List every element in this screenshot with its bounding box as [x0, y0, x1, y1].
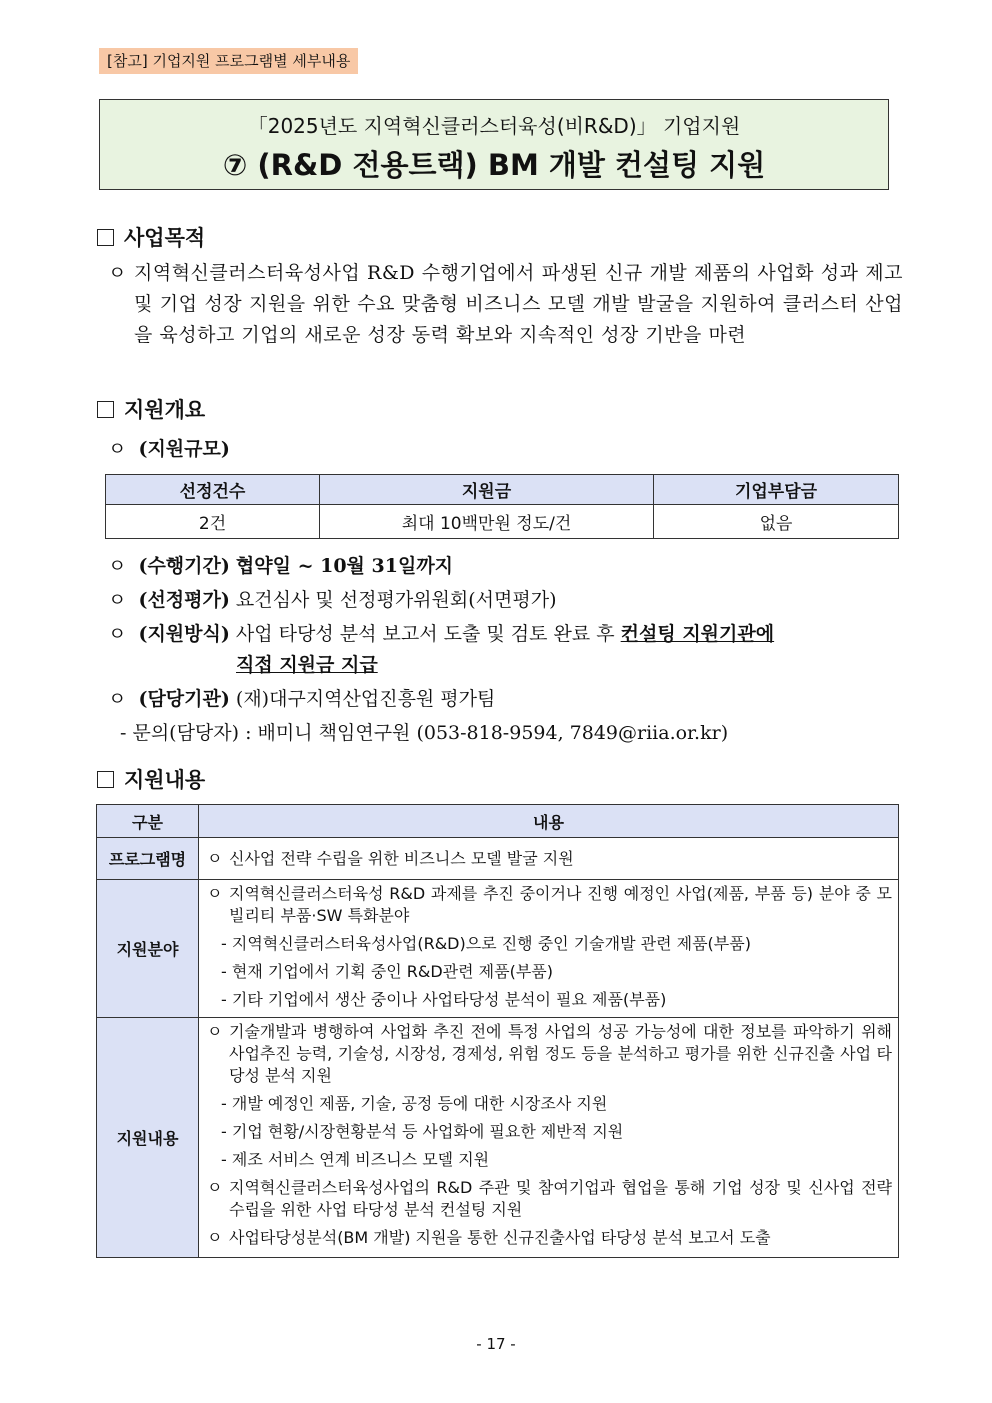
table-header: 내용	[199, 805, 899, 838]
table-row	[97, 880, 899, 1018]
method-value: 사업 타당성 분석 보고서 도출 및 검토 완료 후	[235, 623, 615, 645]
sub-item: - 기업 현황/시장현황분석 등 사업화에 필요한 제반적 지원	[221, 1122, 624, 1141]
section-overview-heading: 지원개요	[97, 394, 205, 424]
selection-line	[108, 585, 556, 612]
bullet: ㅇ	[108, 688, 127, 710]
table-header: 기업부담금	[654, 475, 899, 505]
table-cell	[199, 1018, 899, 1258]
purpose-text: 지역혁신클러스터육성사업 R&D 수행기업에서 파생된 신규 개발 제품의 사업화 성과 제고 및 기업 성장 지원을 위한 수요 맞춤형 비즈니스 모델 개발 발굴을 지원하여 클러스터 산업을 육성하고 기업의 새로운 성장 동력 확보와 지속적인 성장 기반을 마련	[134, 262, 903, 346]
section-content-heading: 지원내용	[97, 764, 205, 794]
table-row	[106, 505, 899, 539]
selection-label: (선정평가)	[138, 589, 230, 611]
row-label: 지원분야	[97, 880, 199, 1018]
period-label: (수행기간)	[138, 555, 230, 577]
row-label: 지원내용	[97, 1018, 199, 1258]
support-scale-table	[105, 474, 899, 539]
checkbox-square-icon	[97, 401, 114, 418]
scale-label: (지원규모)	[138, 438, 230, 460]
checkbox-square-icon	[97, 229, 114, 246]
sub-item: - 현재 기업에서 기획 중인 R&D관련 제품(부품)	[221, 962, 553, 981]
method-line-cont	[236, 650, 378, 677]
table-cell	[199, 838, 899, 880]
agency-line	[108, 684, 495, 711]
sub-item: - 개발 예정인 제품, 기술, 공정 등에 대한 시장조사 지원	[221, 1094, 608, 1113]
bullet: ㅇ	[108, 262, 127, 284]
table-cell: 2건	[106, 505, 320, 539]
list-item: ㅇ 신사업 전략 수립을 위한 비즈니스 모델 발굴 지원	[207, 848, 574, 868]
method-value-emphasis: 직접 지원금 지급	[236, 654, 378, 676]
row-label: 프로그램명	[97, 838, 199, 880]
bullet: ㅇ	[108, 555, 127, 577]
contact-line: - 문의(담당자) : 배미니 책임연구원 (053-818-9594, 7849@riia.or.kr)	[120, 722, 729, 744]
period-value: 협약일 ~ 10월 31일까지	[235, 555, 454, 577]
table-cell	[199, 880, 899, 1018]
table-row	[97, 1018, 899, 1258]
reference-tag: [참고] 기업지원 프로그램별 세부내용	[99, 48, 358, 74]
section-purpose-heading: 사업목적	[97, 222, 205, 252]
title-box	[99, 99, 889, 190]
table-cell: 최대 10백만원 정도/건	[320, 505, 654, 539]
bullet: ㅇ	[108, 438, 127, 460]
bullet: ㅇ	[108, 623, 127, 645]
list-item: ㅇ 사업타당성분석(BM 개발) 지원을 통한 신규진출사업 타당성 분석 보고서 도출	[207, 1228, 771, 1247]
title-line2: ⑦ (R&D 전용트랙) BM 개발 컨설팅 지원	[222, 148, 766, 182]
sub-item: - 제조 서비스 연계 비즈니스 모델 지원	[221, 1150, 490, 1169]
page-number: - 17 -	[476, 1335, 516, 1353]
sub-item: - 기타 기업에서 생산 중이나 사업타당성 분석이 필요 제품(부품)	[221, 990, 667, 1009]
list-item: ㅇ 지역혁신클러스터육성 R&D 과제를 추진 중이거나 진행 예정인 사업(제품, 부품 등) 분야 중 모빌리티 부품·SW 특화분야	[207, 884, 892, 925]
table-header: 선정건수	[106, 475, 320, 505]
checkbox-square-icon	[97, 771, 114, 788]
sub-item: - 지역혁신클러스터육성사업(R&D)으로 진행 중인 기술개발 관련 제품(부품)	[221, 934, 751, 953]
support-content-table	[96, 804, 899, 1258]
table-row	[97, 838, 899, 880]
period-line	[108, 551, 453, 578]
table-header: 지원금	[320, 475, 654, 505]
method-line	[108, 619, 774, 646]
method-value-emphasis: 컨설팅 지원기관에	[620, 623, 775, 645]
selection-value: 요건심사 및 선정평가위원회(서면평가)	[235, 589, 557, 611]
agency-value: (재)대구지역산업진흥원 평가팀	[235, 688, 496, 710]
table-cell: 없음	[654, 505, 899, 539]
title-line1: 「2025년도 지역혁신클러스터육성(비R&D)」 기업지원	[247, 114, 741, 138]
purpose-paragraph	[108, 258, 903, 351]
list-item: ㅇ 기술개발과 병행하여 사업화 추진 전에 특정 사업의 성공 가능성에 대한 정보를 파악하기 위해 사업추진 능력, 기술성, 시장성, 경제성, 위험 정도 등을 분석하고 평가를 위한 신규진출 사업 타당성 분석 지원	[207, 1022, 892, 1085]
bullet: ㅇ	[108, 589, 127, 611]
agency-label: (담당기관)	[138, 688, 230, 710]
method-label: (지원방식)	[138, 623, 230, 645]
list-item: ㅇ 지역혁신클러스터육성사업의 R&D 주관 및 참여기업과 협업을 통해 기업 성장 및 신사업 전략 수립을 위한 사업 타당성 분석 컨설팅 지원	[207, 1178, 892, 1219]
scale-label-line	[108, 434, 230, 461]
table-header: 구분	[97, 805, 199, 838]
